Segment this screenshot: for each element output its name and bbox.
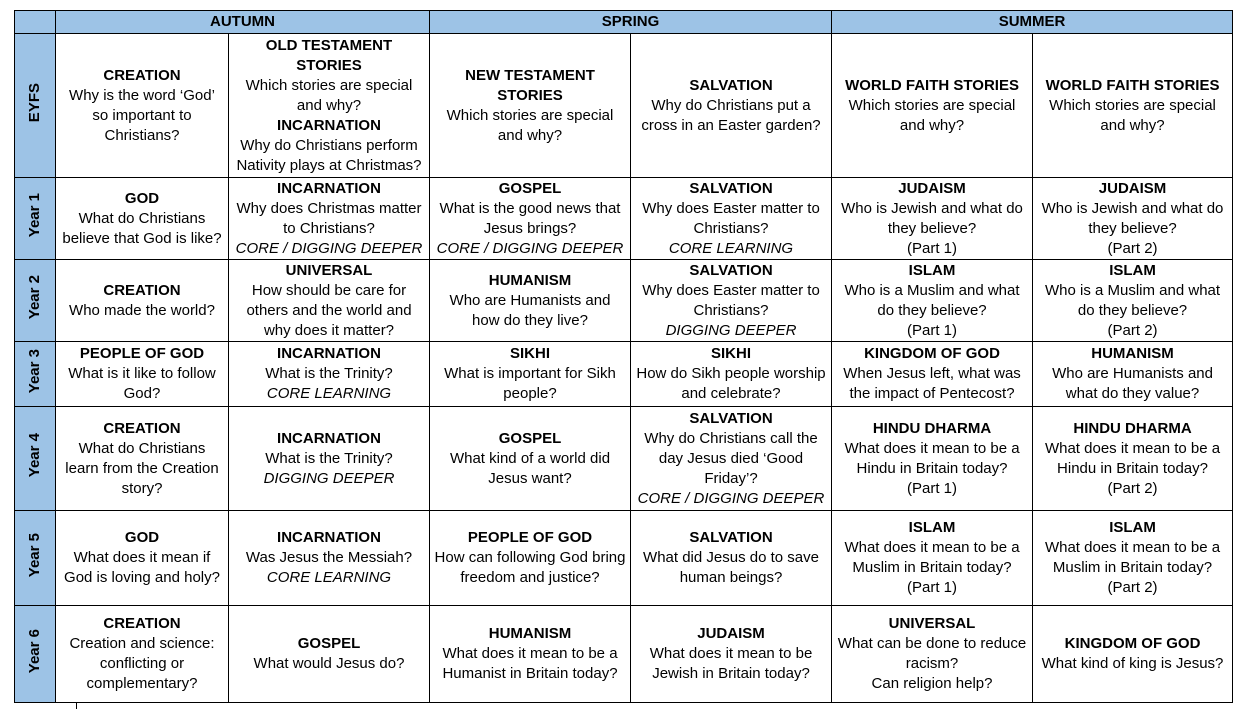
term-header-row [15, 11, 1233, 34]
unit-note: CORE LEARNING [266, 569, 392, 586]
unit-title: SALVATION [689, 76, 773, 94]
unit-cell [631, 34, 832, 178]
year-label-cell [15, 407, 56, 511]
unit-title: ISLAM [1109, 261, 1156, 279]
unit-cell [1033, 342, 1233, 407]
unit-title: WORLD FAITH STORIES [1045, 76, 1220, 94]
unit-cell [631, 606, 832, 703]
year-label-cell [15, 342, 56, 407]
unit-question: Creation and science: conflicting or complementary? [69, 635, 215, 692]
unit-question: What does it mean to be Jewish in Britain today? [649, 645, 813, 682]
unit-note: CORE / DIGGING DEEPER [436, 239, 624, 257]
unit-question: Who are Humanists and what do they value? [1052, 365, 1213, 402]
unit-question: What is the Trinity? [265, 449, 393, 467]
unit-question: What kind of king is Jesus? [1041, 655, 1224, 672]
unit-title: CREATION [103, 615, 181, 632]
year-label-cell [15, 511, 56, 606]
unit-question: What is it like to follow God? [68, 365, 216, 402]
unit-title: HUMANISM [488, 271, 572, 289]
unit-cell [229, 178, 430, 260]
unit-question: Who is Jewish and what do they believe? [1041, 199, 1224, 237]
unit-cell [56, 34, 229, 178]
unit-question: Why does Easter matter to Christians? [642, 199, 820, 237]
unit-question: What is important for Sikh people? [444, 365, 616, 402]
unit-title: WORLD FAITH STORIES [845, 76, 1019, 94]
unit-part: (Part 2) [1107, 239, 1158, 257]
unit-cell [1033, 260, 1233, 342]
unit-cell [56, 178, 229, 260]
unit-cell [832, 342, 1033, 407]
unit-cell [229, 34, 430, 178]
unit-title: SIKHI [509, 345, 550, 362]
unit-title: INCARNATION [277, 429, 381, 447]
unit-cell [229, 511, 430, 606]
unit-question: What did Jesus do to save human beings? [643, 549, 819, 586]
unit-cell [832, 178, 1033, 260]
unit-question: What does it mean to be a Muslim in Britain today? [1044, 539, 1221, 576]
unit-question: What do Christians learn from the Creation story? [65, 439, 219, 497]
term-autumn: AUTUMN [56, 11, 430, 34]
unit-title: INCARNATION [277, 529, 381, 546]
unit-cell [1033, 407, 1233, 511]
unit-question: What does it mean to be a Hindu in Britain today? [844, 439, 1020, 477]
table-row [15, 342, 1233, 407]
unit-title: CREATION [103, 66, 181, 84]
unit-note: CORE / DIGGING DEEPER [235, 239, 423, 257]
unit-question: What is the good news that Jesus brings? [439, 199, 621, 237]
unit-question: What does it mean to be a Hindu in Britain today? [1044, 439, 1221, 477]
unit-title: SALVATION [689, 529, 773, 546]
unit-cell [430, 342, 631, 407]
unit-question: What kind of a world did Jesus want? [449, 449, 611, 487]
unit-cell [832, 407, 1033, 511]
year-label: Year 3 [26, 348, 43, 394]
unit-cell [832, 606, 1033, 703]
unit-question: Who are Humanists and how do they live? [449, 291, 611, 329]
unit-cell [56, 260, 229, 342]
unit-question: How should be care for others and the world and why does it matter? [246, 281, 412, 339]
unit-cell [1033, 511, 1233, 606]
year-label: Year 6 [26, 628, 43, 674]
unit-question: Why do Christians put a cross in an Easter garden? [641, 96, 821, 134]
unit-title: GOSPEL [297, 635, 361, 652]
unit-cell [56, 606, 229, 703]
unit-title: INCARNATION [277, 116, 381, 134]
unit-cell [430, 178, 631, 260]
unit-note: CORE LEARNING [668, 239, 794, 257]
unit-note: DIGGING DEEPER [665, 321, 797, 339]
table-row [15, 511, 1233, 606]
unit-title: KINGDOM OF GOD [864, 345, 1000, 362]
unit-title: INCARNATION [277, 345, 381, 362]
unit-title: GOD [124, 529, 160, 546]
unit-cell [229, 407, 430, 511]
unit-question: Who is a Muslim and what do they believe? [1044, 281, 1221, 319]
unit-title: CREATION [103, 281, 181, 299]
unit-cell [430, 511, 631, 606]
year-label: Year 2 [26, 275, 43, 320]
unit-question: When Jesus left, what was the impact of Pentecost? [843, 365, 1021, 402]
unit-question: Which stories are special and why? [446, 106, 614, 144]
unit-question: Which stories are special and why? [848, 96, 1016, 134]
unit-cell [430, 34, 631, 178]
year-label: Year 4 [26, 433, 43, 478]
table-row [15, 34, 1233, 178]
unit-title: HUMANISM [488, 625, 572, 642]
unit-question: Which stories are special and why? [1049, 96, 1216, 134]
unit-title: JUDAISM [697, 625, 765, 642]
unit-title: ISLAM [1109, 519, 1156, 536]
unit-question: What would Jesus do? [253, 655, 405, 672]
table-row [15, 606, 1233, 703]
page-mark [76, 703, 77, 709]
unit-question: What is the Trinity? [265, 365, 393, 382]
unit-question: Who made the world? [69, 301, 215, 319]
table-row [15, 178, 1233, 260]
unit-title: HUMANISM [1091, 345, 1174, 362]
unit-title: PEOPLE OF GOD [79, 345, 205, 362]
unit-cell [631, 178, 832, 260]
unit-question: Which stories are special and why? [245, 76, 413, 114]
curriculum-table [14, 10, 1233, 703]
unit-cell [1033, 34, 1233, 178]
unit-part: (Part 1) [907, 479, 958, 497]
unit-cell [1033, 178, 1233, 260]
term-spring: SPRING [430, 11, 832, 34]
unit-title: SALVATION [689, 261, 773, 279]
year-label-cell [15, 260, 56, 342]
unit-question: How do Sikh people worship and celebrate? [636, 365, 826, 402]
unit-title: GOSPEL [498, 429, 562, 447]
unit-question: Was Jesus the Messiah? [245, 549, 413, 566]
unit-cell [430, 407, 631, 511]
term-summer: SUMMER [832, 11, 1233, 34]
unit-cell [56, 342, 229, 407]
year-label-cell [15, 606, 56, 703]
year-label: Year 1 [26, 193, 43, 238]
unit-question: Who is a Muslim and what do they believe? [844, 281, 1020, 319]
unit-title: JUDAISM [1098, 179, 1167, 197]
unit-note: CORE / DIGGING DEEPER [637, 489, 825, 507]
curriculum-rows [15, 34, 1233, 703]
unit-part: (Part 2) [1107, 579, 1158, 596]
unit-cell [832, 511, 1033, 606]
year-label: Year 5 [26, 532, 43, 578]
unit-question: Why is the word ‘God’ so important to Christians? [69, 86, 215, 144]
unit-cell [631, 342, 832, 407]
unit-question: Why does Easter matter to Christians? [642, 281, 820, 319]
unit-note: DIGGING DEEPER [263, 469, 395, 487]
unit-cell [631, 260, 832, 342]
unit-title: INCARNATION [277, 179, 381, 197]
unit-question: Who is Jewish and what do they believe? [841, 199, 1023, 237]
unit-cell [430, 606, 631, 703]
unit-cell [1033, 606, 1233, 703]
unit-question: Why do Christians perform Nativity plays at Christmas? [236, 136, 422, 174]
unit-part: (Part 1) [907, 239, 958, 257]
unit-title: ISLAM [908, 261, 956, 279]
unit-title: OLD TESTAMENT STORIES [265, 36, 393, 74]
unit-question: Why do Christians call the day Jesus died ‘Good Friday’? [644, 429, 818, 487]
unit-cell [832, 260, 1033, 342]
unit-part: (Part 1) [907, 321, 958, 339]
unit-cell [229, 606, 430, 703]
unit-title: CREATION [103, 419, 181, 437]
unit-cell [229, 260, 430, 342]
unit-question: What do Christians believe that God is like? [62, 209, 222, 247]
unit-cell [56, 511, 229, 606]
unit-part: (Part 1) [907, 579, 958, 596]
unit-title: NEW TESTAMENT STORIES [465, 66, 595, 104]
unit-title: SALVATION [689, 409, 773, 427]
unit-question: What can be done to reduce racism? [837, 635, 1027, 672]
unit-cell [430, 260, 631, 342]
unit-title: HINDU DHARMA [1073, 419, 1192, 437]
year-label-cell [15, 34, 56, 178]
unit-title: GOD [124, 189, 160, 207]
unit-question: What does it mean to be a Humanist in Britain today? [442, 645, 618, 682]
table-row [15, 407, 1233, 511]
unit-cell [631, 407, 832, 511]
unit-title: KINGDOM OF GOD [1064, 635, 1201, 652]
unit-title: JUDAISM [898, 179, 966, 197]
unit-title: PEOPLE OF GOD [467, 529, 593, 546]
unit-title: UNIVERSAL [888, 615, 976, 632]
unit-question: Why does Christmas matter to Christians? [236, 199, 422, 237]
unit-title: SALVATION [689, 179, 773, 197]
unit-title: SIKHI [711, 345, 752, 362]
unit-title: UNIVERSAL [285, 261, 373, 279]
unit-cell [56, 407, 229, 511]
year-label: EYFS [26, 82, 43, 123]
unit-question: Can religion help? [871, 675, 993, 692]
unit-title: HINDU DHARMA [872, 419, 992, 437]
unit-part: (Part 2) [1107, 321, 1158, 339]
unit-question: What does it mean if God is loving and holy? [64, 549, 220, 586]
unit-question: How can following God bring freedom and justice? [434, 549, 626, 586]
unit-cell [229, 342, 430, 407]
unit-part: (Part 2) [1107, 479, 1158, 497]
unit-question: What does it mean to be a Muslim in Britain today? [844, 539, 1020, 576]
corner-cell [15, 11, 56, 34]
unit-title: GOSPEL [498, 179, 562, 197]
unit-cell [832, 34, 1033, 178]
unit-cell [631, 511, 832, 606]
table-row [15, 260, 1233, 342]
unit-note: CORE LEARNING [266, 385, 392, 402]
unit-title: ISLAM [908, 519, 956, 536]
year-label-cell [15, 178, 56, 260]
